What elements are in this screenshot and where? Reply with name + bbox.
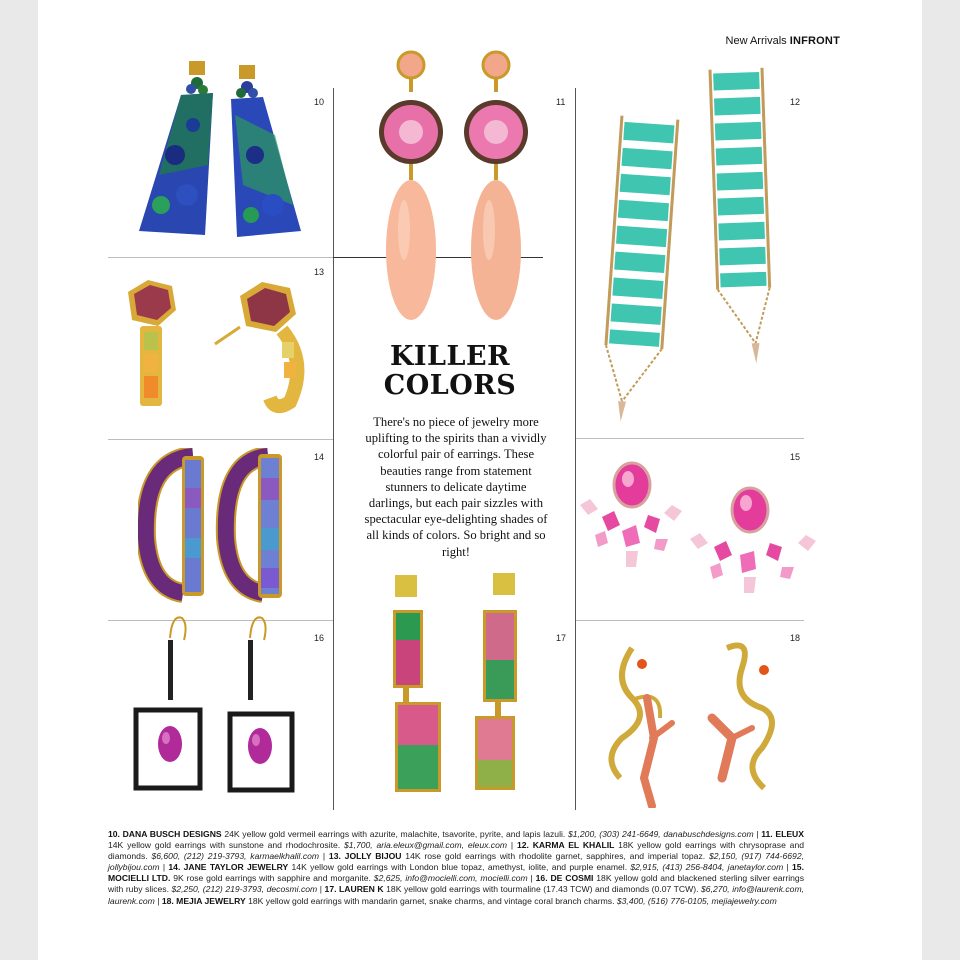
page-header <box>726 35 840 47</box>
feature-title-line: COLORS <box>383 370 517 401</box>
row-divider <box>108 439 333 440</box>
earring-left <box>611 648 672 806</box>
dana-busch-earrings-icon <box>125 55 310 245</box>
credit-entry: 12. KARMA EL KHALIL 18K yellow gold earrings with chrysoprase and diamonds. $6,600, (212) 219-3793, karmaelkhalil.com | <box>108 840 805 862</box>
earring-right <box>464 52 528 320</box>
mocielli-earrings-icon <box>560 455 825 605</box>
item-number: 13 <box>314 267 325 277</box>
item-number: 18 <box>790 633 801 643</box>
earring-right <box>231 65 301 237</box>
credit-entry: 18. MEJIA JEWELRY 18K yellow gold earrings with mandarin garnet, snake charms, and vintage coral branch charms. $3,400, (516) 776-0105, mejiajewelry.com <box>161 895 777 906</box>
earring-right <box>475 573 517 790</box>
earring-left <box>601 116 678 424</box>
earring-right <box>690 488 816 593</box>
credit-entry: 13. JOLLY BIJOU 14K rose gold earrings with rhodolite garnet, sapphires, and imperial topaz. $2,150, (917) 744-6692, jollybijou.com | <box>108 851 804 873</box>
jane-taylor-earrings-icon <box>138 448 303 608</box>
earring-right <box>230 617 292 790</box>
feature-title-line: KILLER <box>389 341 511 372</box>
de-cosmi-earrings-icon <box>128 610 308 795</box>
eleux-earrings-icon <box>368 45 543 330</box>
feature-title <box>345 342 555 400</box>
jolly-bijou-earrings-icon <box>110 272 320 422</box>
item-number: 11 <box>556 97 566 107</box>
earring-left <box>136 617 200 788</box>
column-divider-left <box>333 88 334 810</box>
item-number: 15 <box>790 452 801 462</box>
credit-entry: 17. LAUREN K 18K yellow gold earrings with tourmaline (17.43 TCW) and diamonds (0.07 TCW). $6,270, info@laurenk.com, laurenk.com | <box>108 884 805 906</box>
row-divider <box>576 620 804 621</box>
earring-left <box>128 280 176 406</box>
item-number: 10 <box>314 97 325 107</box>
feature-intro: There's no piece of jewelry more uplifting to the spirits than a vividly colorful pair of earrings. These beauties range from statement stunners to delicate daytime darlings, but each pair sizzles with spectacular eye-delighting shades of all kinds of colors. So bright and so right! <box>364 415 548 559</box>
item-number: 16 <box>314 633 325 643</box>
credit-entry: 15. MOCIELLI LTD. 9K rose gold earrings with sapphire and morganite. $2,625, info@mocielli.com, mocielli.com | <box>108 862 804 884</box>
mejia-earrings-icon <box>592 628 802 808</box>
row-divider <box>108 257 333 258</box>
row-divider <box>576 438 804 439</box>
earring-left <box>139 61 213 235</box>
credit-entry: 14. JANE TAYLOR JEWELRY 14K yellow gold earrings with London blue topaz, amethyst, iolite, and purple enamel. $2,915, (413) 256-8404, janetaylor.com | <box>168 862 793 873</box>
item-number: 14 <box>314 452 325 462</box>
credit-entry: 11. ELEUX 14K yellow gold earrings with sunstone and rhodochrosite. $1,700, aria.eleux@gmail.com, eleux.com | <box>108 829 805 851</box>
earring-left <box>379 52 443 320</box>
column-divider-right <box>575 88 576 810</box>
earring-right <box>215 282 297 406</box>
karma-el-khalil-earrings-icon <box>600 60 780 430</box>
product-credits <box>108 829 804 907</box>
earring-left <box>580 463 682 567</box>
earring-right <box>710 68 772 365</box>
earring-right <box>226 454 282 598</box>
section-label: New Arrivals <box>725 35 787 47</box>
earring-right <box>712 646 772 789</box>
lauren-k-earrings-icon <box>385 570 535 800</box>
earring-left <box>393 575 441 792</box>
item-number: 17 <box>556 633 567 643</box>
credit-entry: 16. DE COSMI 18K yellow gold and blackened sterling silver earrings with ruby slices. $2,250, (212) 219-3793, decosmi.com | <box>108 873 805 895</box>
brand-label: INFRONT <box>789 35 840 47</box>
earring-left <box>146 456 204 596</box>
item-number: 12 <box>790 97 801 107</box>
credit-entry: 10. DANA BUSCH DESIGNS 24K yellow gold vermeil earrings with azurite, malachite, tsavorite, pyrite, and lapis lazuli. $1,200, (303) 241-6649, danabuschdesigns.com | <box>108 829 762 839</box>
